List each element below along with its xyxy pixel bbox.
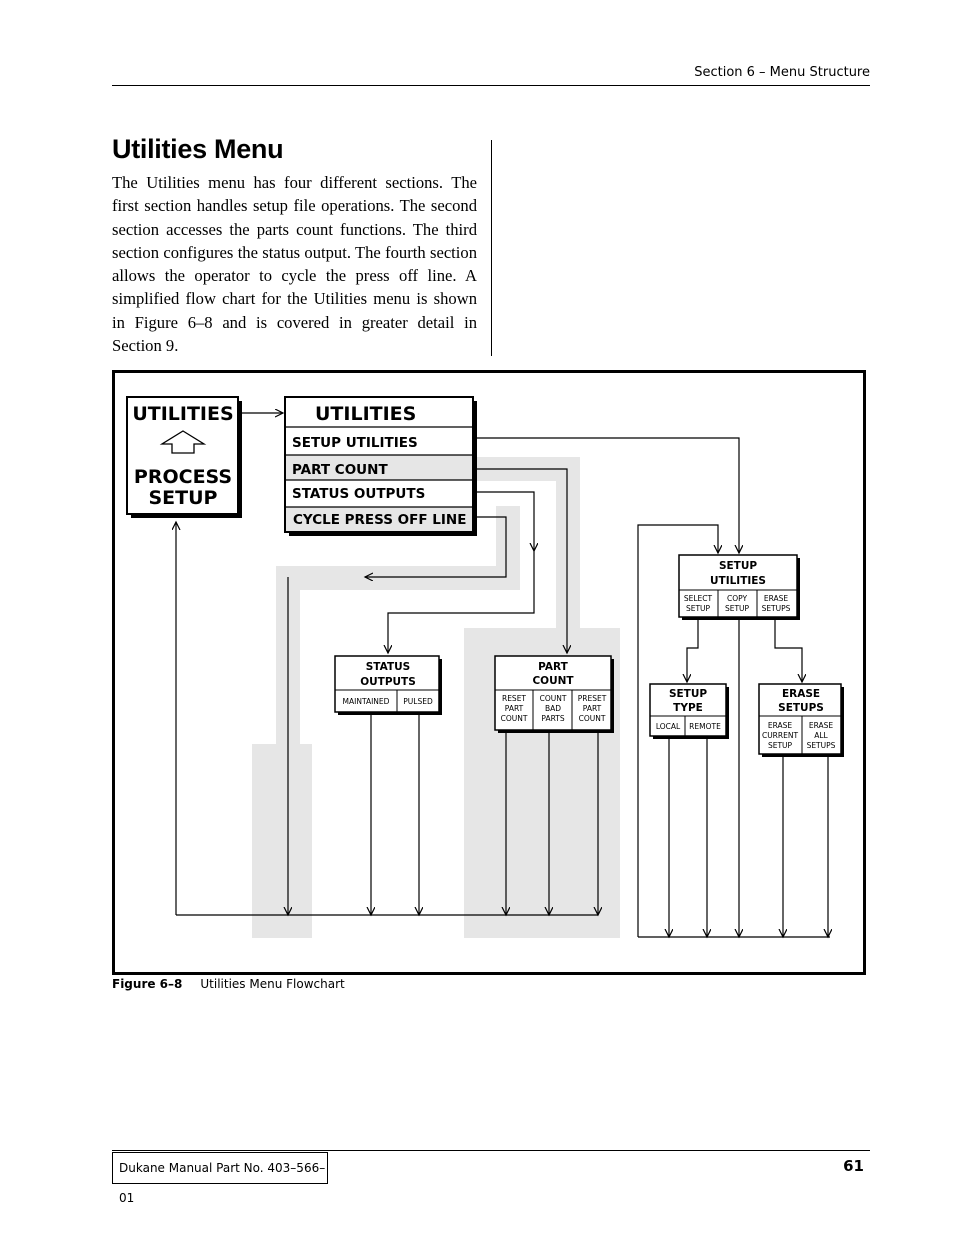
page-number: 61 xyxy=(843,1157,864,1175)
process-setup-box-line2: SETUP xyxy=(148,487,218,509)
setup-type-box xyxy=(650,684,729,739)
figure-caption xyxy=(112,977,345,991)
option-local: LOCAL xyxy=(655,722,681,731)
menu-item-cycle-press-off-line: CYCLE PRESS OFF LINE xyxy=(293,512,467,528)
status-outputs-title-2: OUTPUTS xyxy=(360,676,416,688)
erase-setups-title-1: ERASE xyxy=(781,688,821,700)
option-select-setup-1: SELECT xyxy=(683,594,713,603)
setup-utilities-box xyxy=(679,555,800,620)
figure-number: Figure 6–8 xyxy=(112,977,183,991)
status-outputs-title-1: STATUS xyxy=(365,661,411,673)
intro-paragraph: The Utilities menu has four different sections. The first section handles setup file operations. The second section accesses the parts count functions. The third section configures the status output. The fourth section allows the operator to cycle the press off line. A simplified flow chart for the Utilities menu is shown in Figure 6–8 and is covered in greater detail in Section 9. xyxy=(112,173,477,356)
erase-setups-box xyxy=(759,684,844,757)
setup-type-title-1: SETUP xyxy=(668,688,708,700)
setup-type-title-2: TYPE xyxy=(673,702,703,714)
column-divider xyxy=(491,140,492,356)
setup-utilities-title-2: UTILITIES xyxy=(710,575,766,587)
option-reset-part-count-2: PART xyxy=(504,704,524,713)
erase-setups-title-2: SETUPS xyxy=(778,702,824,714)
option-preset-part-count-2: PART xyxy=(582,704,602,713)
option-erase-setups-2: SETUPS xyxy=(761,604,791,613)
footer-rule xyxy=(112,1150,870,1151)
option-select-setup-2: SETUP xyxy=(685,604,711,613)
option-copy-setup-1: COPY xyxy=(726,594,748,603)
option-erase-current-setup-3: SETUP xyxy=(767,741,793,750)
option-reset-part-count-3: COUNT xyxy=(500,714,528,723)
option-erase-current-setup-1: ERASE xyxy=(767,721,793,730)
menu-item-status-outputs: STATUS OUTPUTS xyxy=(292,486,426,502)
utilities-flowchart xyxy=(112,370,866,975)
part-count-title-2: COUNT xyxy=(532,675,574,687)
menu-item-part-count: PART COUNT xyxy=(292,462,388,478)
option-erase-all-setups-1: ERASE xyxy=(808,721,834,730)
option-preset-part-count-3: COUNT xyxy=(578,714,606,723)
option-pulsed: PULSED xyxy=(403,697,433,706)
process-setup-box-line1: PROCESS xyxy=(133,466,233,488)
part-count-box xyxy=(495,656,614,733)
option-erase-all-setups-3: SETUPS xyxy=(806,741,836,750)
option-erase-all-setups-2: ALL xyxy=(814,731,828,740)
menu-item-setup-utilities: SETUP UTILITIES xyxy=(292,435,418,451)
option-erase-current-setup-2: CURRENT xyxy=(761,731,799,740)
manual-part-number: Dukane Manual Part No. 403–566–01 xyxy=(112,1152,328,1184)
option-preset-part-count-1: PRESET xyxy=(577,694,607,703)
option-remote: REMOTE xyxy=(689,722,721,731)
part-count-title-1: PART xyxy=(538,661,568,673)
option-count-bad-parts-3: PARTS xyxy=(541,714,565,723)
utilities-menu-box xyxy=(285,397,477,536)
running-header: Section 6 – Menu Structure xyxy=(694,65,870,80)
figure-caption-text: Utilities Menu Flowchart xyxy=(200,977,345,991)
option-count-bad-parts-1: COUNT xyxy=(539,694,567,703)
process-setup-box xyxy=(127,397,242,518)
option-maintained: MAINTAINED xyxy=(342,697,390,706)
option-erase-setups-1: ERASE xyxy=(763,594,789,603)
status-outputs-box xyxy=(335,656,442,715)
header-rule xyxy=(112,85,870,86)
setup-utilities-title-1: SETUP xyxy=(718,560,758,572)
option-reset-part-count-1: RESET xyxy=(501,694,527,703)
page-title: Utilities Menu xyxy=(112,134,284,164)
utilities-menu-title: UTILITIES xyxy=(315,403,417,425)
option-count-bad-parts-2: BAD xyxy=(544,704,562,713)
option-copy-setup-2: SETUP xyxy=(724,604,750,613)
process-setup-box-top: UTILITIES xyxy=(132,403,234,425)
